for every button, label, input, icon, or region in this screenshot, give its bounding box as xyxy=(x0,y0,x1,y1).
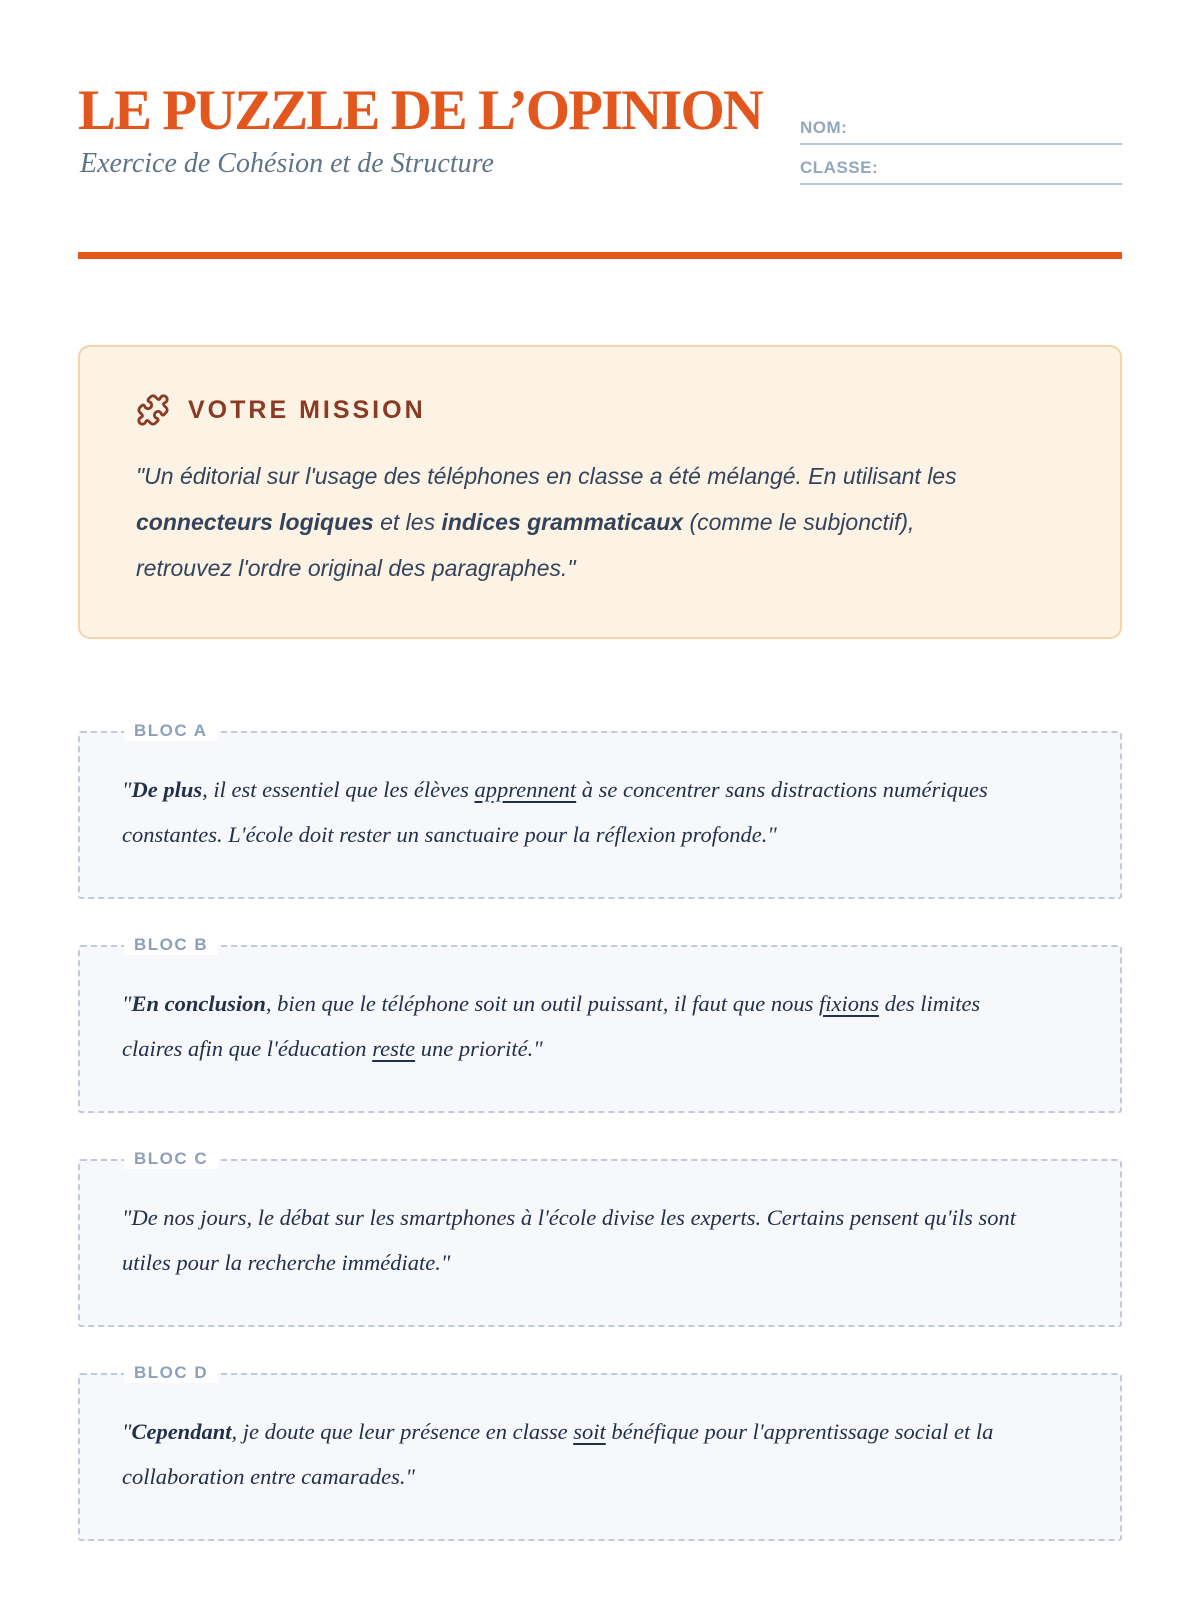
bloc-a-label: BLOC A xyxy=(124,721,218,741)
bloc-b-label: BLOC B xyxy=(124,935,218,955)
mission-box xyxy=(78,345,1122,639)
bloc-a-text: "De plus, il est essentiel que les élèves apprennent à se concentrer sans distractions numériques constantes. L'école doit rester un sanctuaire pour la réflexion profonde." xyxy=(122,777,988,847)
mission-header xyxy=(136,393,1064,427)
mission-heading: VOTRE MISSION xyxy=(188,395,426,424)
student-fields xyxy=(800,118,1122,198)
bloc-b-text: "En conclusion, bien que le téléphone soit un outil puissant, il faut que nous fixions des limites claires afin que l'éducation reste une priorité." xyxy=(122,991,981,1061)
header-title-group xyxy=(78,79,762,180)
divider-rule xyxy=(78,252,1122,259)
bloc-d-label: BLOC D xyxy=(124,1363,218,1383)
mission-text: "Un éditorial sur l'usage des téléphones en classe a été mélangé. En utilisant les connecteurs logiques et les indices grammaticaux (comme le subjonctif), retrouvez l'ordre original des paragraphes." xyxy=(136,463,957,581)
bloc-c-label: BLOC C xyxy=(124,1149,218,1169)
name-field-label: NOM: xyxy=(800,118,848,137)
page-title: LE PUZZLE DE L’OPINION xyxy=(78,79,762,142)
bloc-a[interactable] xyxy=(78,721,1122,899)
name-field[interactable] xyxy=(800,118,1122,145)
bloc-c-text: "De nos jours, le débat sur les smartphones à l'école divise les experts. Certains pensent qu'ils sont utiles pour la recherche immédiate." xyxy=(122,1205,1016,1275)
page-subtitle: Exercice de Cohésion et de Structure xyxy=(80,148,494,180)
bloc-d[interactable] xyxy=(78,1363,1122,1541)
header xyxy=(78,79,1122,198)
blocks-section xyxy=(78,721,1122,1541)
class-field[interactable] xyxy=(800,158,1122,185)
bloc-c[interactable] xyxy=(78,1149,1122,1327)
bloc-d-text: "Cependant, je doute que leur présence en classe soit bénéfique pour l'apprentissage social et la collaboration entre camarades." xyxy=(122,1419,994,1489)
bloc-b[interactable] xyxy=(78,935,1122,1113)
class-field-label: CLASSE: xyxy=(800,158,879,177)
puzzle-icon xyxy=(136,393,170,427)
